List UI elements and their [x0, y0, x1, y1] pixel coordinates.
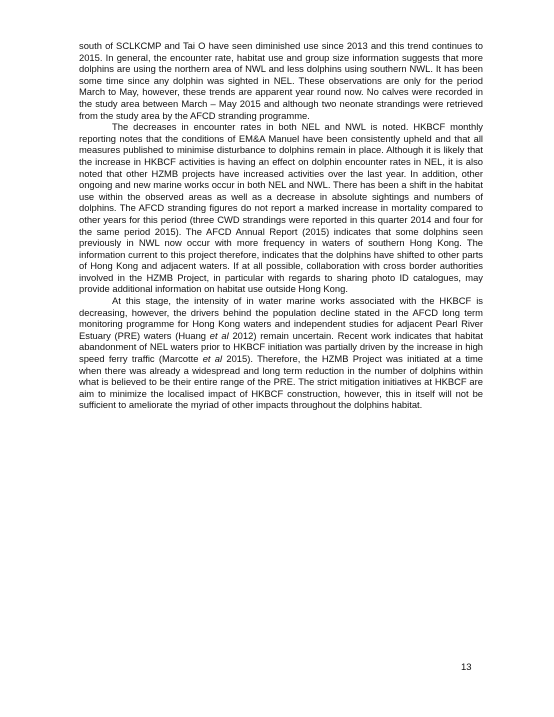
paragraph-3 [79, 295, 483, 411]
page-number: 13 [461, 662, 472, 673]
paragraph-3-text-a: At this stage, the intensity of in water marine works associated with the HKBCF is decreasing, however, the drivers behind the population decline stated in the AFCD long term monitoring programme for Hong Kong waters and independent studies for adjacent Pearl River Estuary (PRE) waters (Huang [79, 295, 483, 341]
body-text [79, 40, 483, 411]
paragraph-3-text-c: 2015). Therefore, the HZMB Project was initiated at a time when there was already a widespread and long term reduction in the number of dolphins within what is believed to be their entire range of the PRE. The strict mitigation initiatives at HKBCF are aim to minimize the localised impact of HKBCF construction, however, this in itself will not be sufficient to ameliorate the myriad of other impacts throughout the dolphins habitat. [79, 353, 483, 411]
paragraph-2 [79, 121, 483, 295]
paragraph-2-text: The decreases in encounter rates in both NEL and NWL is noted. HKBCF monthly reporting notes that the conditions of EM&A Manuel have been consistently upheld and that all measures published to minimise disturbance to dolphins remain in place. Although it is likely that the increase in HKBCF activities is having an effect on dolphin encounter rates in NEL, it is also noted that other HZMB projects have increased activities over the last year. In addition, other ongoing and new marine works occur in both NEL and NWL. There has been a shift in the habitat use within the observed areas as well as a decrease in absolute sightings and numbers of dolphins. The AFCD stranding figures do not report a marked increase in mortality compared to other years for this period (three CWD strandings were reported in this quarter 2014 and four for the same period 2015). The AFCD Annual Report (2015) indicates that some dolphins seen previously in NWL now occur with more frequency in waters of southern Hong Kong. The information current to this project therefore, indicates that the dolphins have shifted to other parts of Hong Kong and adjacent waters. If at all possible, collaboration with cross border authorities involved in the HZMB Project, in particular with regards to sharing photo ID catalogues, may provide additional information on habitat use outside Hong Kong. [79, 121, 483, 295]
paragraph-3-text-b: 2012) remain uncertain. Recent work indicates that habitat abandonment of NEL waters prior to HKBCF initiation was partially driven by the increase in high speed ferry traffic (Marcotte [79, 329, 483, 365]
paragraph-1-text: south of SCLKCMP and Tai O have seen diminished use since 2013 and this trend continues to 2015. In general, the encounter rate, habitat use and group size information suggests that more dolphins are using the northern area of NWL and less dolphins using southern NWL. It has been some time since any dolphin was sighted in NEL. These observations are only for the period March to May, however, these trends are apparent year round now. No calves were recorded in the study area between March – May 2015 and although two neonate strandings were retrieved from the study area by the AFCD stranding programme. [79, 40, 483, 121]
citation-et-al: et al [202, 353, 223, 365]
citation-et-al: et al [209, 329, 229, 341]
paragraph-1 [79, 40, 483, 121]
